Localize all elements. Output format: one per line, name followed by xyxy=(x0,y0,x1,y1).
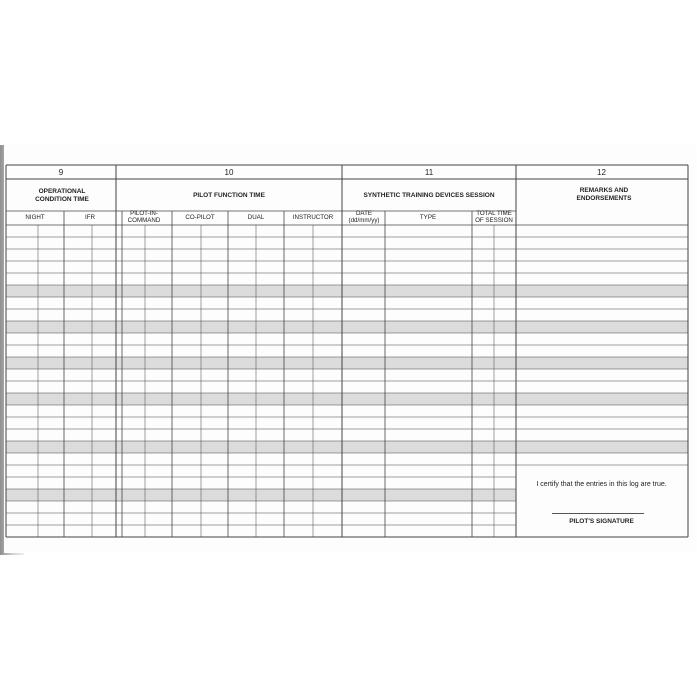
column-number-10: 10 xyxy=(224,168,234,177)
column-number-12: 12 xyxy=(597,168,606,177)
shaded-row xyxy=(6,393,516,405)
logbook-grid xyxy=(4,145,697,553)
shaded-row xyxy=(6,285,516,297)
subheader-date: DATE (dd/mm/yy) xyxy=(348,210,380,224)
column-number-11: 11 xyxy=(424,168,434,177)
pilot-logbook-page xyxy=(4,145,697,553)
subheader-total-time-of-session: TOTAL TIME OF SESSION xyxy=(475,210,513,224)
subheader-type: TYPE xyxy=(419,214,437,221)
shaded-row xyxy=(6,441,516,453)
shaded-row-remarks xyxy=(516,321,688,333)
subheader-pilot-in-command: PILOT-IN-COMMAND xyxy=(127,210,161,224)
shaded-row xyxy=(6,321,516,333)
shaded-row xyxy=(6,357,516,369)
shaded-row xyxy=(6,489,516,501)
header-pilot-function-time: PILOT FUNCTION TIME xyxy=(193,192,265,199)
subheader-instructor: INSTRUCTOR xyxy=(292,214,334,221)
signature-label: PILOT'S SIGNATURE xyxy=(569,518,634,525)
signature-line xyxy=(552,513,644,514)
shaded-row-remarks xyxy=(516,441,688,453)
subheader-co-pilot: CO-PILOT xyxy=(185,214,215,221)
subheader-dual: DUAL xyxy=(247,214,265,221)
header-remarks-and-endorsements: REMARKS AND ENDORSEMENTS xyxy=(576,187,632,202)
header-operational-condition-time: OPERATIONAL CONDITION TIME xyxy=(35,188,89,203)
header-synthetic-training-devices-session: SYNTHETIC TRAINING DEVICES SESSION xyxy=(363,192,495,199)
shaded-row-remarks xyxy=(516,357,688,369)
shaded-row-remarks xyxy=(516,393,688,405)
shaded-row-remarks xyxy=(516,285,688,297)
certification-statement: I certify that the entries in this log are true. xyxy=(536,481,667,488)
column-number-9: 9 xyxy=(58,168,64,177)
subheader-night: NIGHT xyxy=(25,214,45,221)
subheader-ifr: IFR xyxy=(85,214,95,221)
